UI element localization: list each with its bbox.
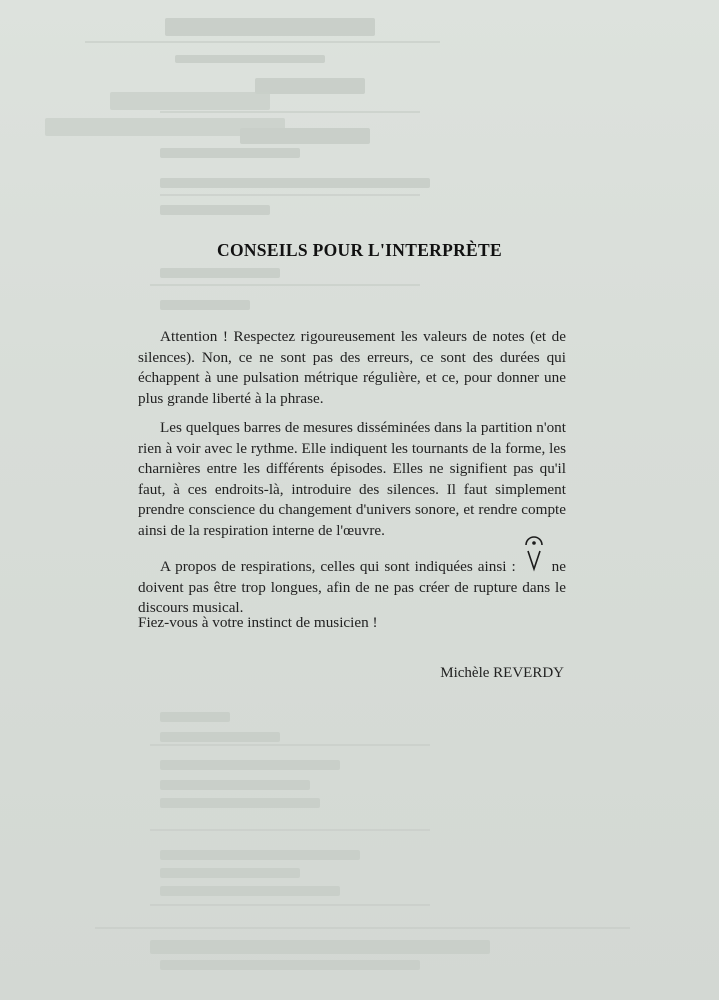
- paragraph-1: [138, 327, 566, 409]
- paragraph-3: [138, 545, 566, 619]
- paragraph-3-before: A propos de respirations, celles qui sont indiquées ainsi :: [160, 558, 516, 575]
- signature: Michèle REVERDY: [440, 665, 564, 681]
- page-title: CONSEILS POUR L'INTERPRÈTE: [217, 239, 502, 260]
- paragraph-3-after: ne doivent pas être trop longues, afin de ne pas créer de rupture dans le discours musical.: [138, 558, 567, 616]
- closing-line: [138, 613, 566, 634]
- paragraph-3-text: [138, 545, 566, 619]
- breath-mark-fermata-icon: [523, 545, 545, 575]
- paragraph-2-text: Les quelques barres de mesures disséminées dans la partition n'ont rien à voir avec le rythme. Elle indiquent les tournants de la forme, les charnières entre les différents épisodes. Elles ne signifient pas qu'il faut, à ces endroits-là, introduire des silences. Il faut simplement prendre conscience du changement d'univers sonore, et rendre compte ainsi de la respiration interne de l'œuvre.: [138, 419, 566, 539]
- paragraph-2: [138, 418, 566, 541]
- paragraph-1-text: Attention ! Respectez rigoureusement les valeurs de notes (et de silences). Non, ce ne sont pas des erreurs, ce sont des durées qui échappent à une pulsation métrique régulière, et ce, pour donner une plus grande liberté à la phrase.: [138, 328, 566, 407]
- closing-line-text: Fiez-vous à votre instinct de musicien !: [138, 614, 378, 631]
